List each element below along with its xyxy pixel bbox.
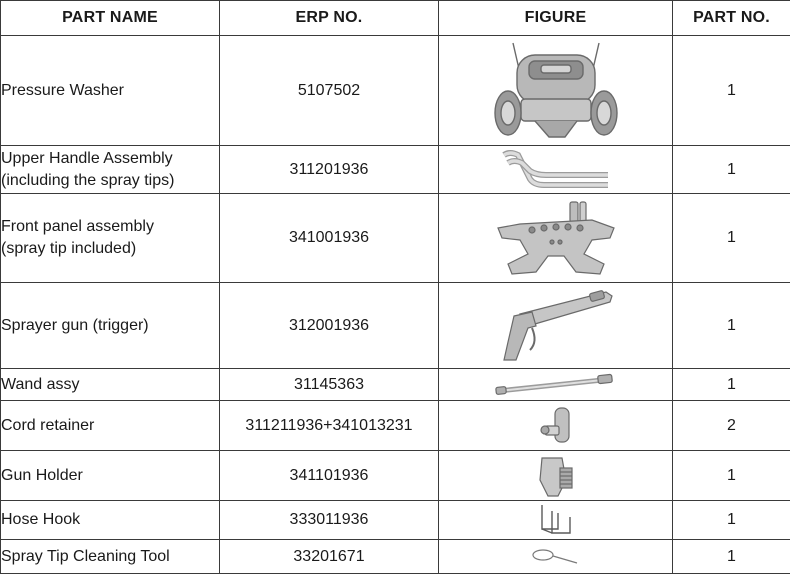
part-quantity: 1 [673, 369, 790, 401]
header-part-name: PART NAME [1, 1, 220, 36]
part-name: Pressure Washer [1, 36, 220, 146]
part-name [1, 146, 220, 194]
table-row [1, 283, 790, 369]
header-row [1, 1, 790, 36]
figure-cell [439, 36, 673, 146]
sprayer-gun-icon [494, 286, 618, 366]
table-row [1, 540, 790, 574]
figure-cell [439, 194, 673, 283]
upper-handle-icon [500, 149, 612, 191]
part-name: Gun Holder [1, 451, 220, 501]
erp-number: 31145363 [220, 369, 439, 401]
wand-icon [494, 373, 618, 397]
table-row [1, 501, 790, 540]
erp-number: 341001936 [220, 194, 439, 283]
figure-cell [439, 540, 673, 574]
table-row [1, 401, 790, 451]
figure-cell [439, 283, 673, 369]
part-quantity: 1 [673, 36, 790, 146]
gun-holder-icon [536, 454, 576, 498]
table-row [1, 194, 790, 283]
part-name [1, 194, 220, 283]
part-name-line1: Upper Handle Assembly [1, 149, 173, 167]
figure-cell [439, 369, 673, 401]
part-quantity: 2 [673, 401, 790, 451]
table-row [1, 451, 790, 501]
table-row [1, 36, 790, 146]
erp-number: 311201936 [220, 146, 439, 194]
header-part-no: PART NO. [673, 1, 790, 36]
part-name: Sprayer gun (trigger) [1, 283, 220, 369]
erp-number: 341101936 [220, 451, 439, 501]
table-row [1, 369, 790, 401]
erp-number: 5107502 [220, 36, 439, 146]
part-name-line1: Front panel assembly [1, 218, 154, 235]
erp-number: 33201671 [220, 540, 439, 574]
pressure-washer-icon [491, 39, 621, 143]
part-quantity: 1 [673, 146, 790, 194]
part-quantity: 1 [673, 501, 790, 540]
erp-number: 333011936 [220, 501, 439, 540]
front-panel-icon [492, 198, 620, 278]
figure-cell [439, 451, 673, 501]
part-quantity: 1 [673, 451, 790, 501]
part-quantity: 1 [673, 194, 790, 283]
part-name: Wand assy [1, 369, 220, 401]
part-quantity: 1 [673, 283, 790, 369]
header-figure: FIGURE [439, 1, 673, 36]
table-row [1, 146, 790, 194]
part-name-line2: (spray tip included) [1, 240, 137, 257]
figure-cell [439, 501, 673, 540]
cord-retainer-icon [531, 404, 581, 448]
part-name: Hose Hook [1, 501, 220, 540]
figure-cell [439, 146, 673, 194]
part-quantity: 1 [673, 540, 790, 574]
hose-hook-icon [536, 503, 576, 537]
erp-number: 311211936+341013231 [220, 401, 439, 451]
part-name: Spray Tip Cleaning Tool [1, 540, 220, 574]
part-name: Cord retainer [1, 401, 220, 451]
cleaning-tool-icon [531, 545, 581, 569]
figure-cell [439, 401, 673, 451]
erp-number: 312001936 [220, 283, 439, 369]
part-name-line2: (including the spray tips) [1, 171, 175, 189]
header-erp-no: ERP NO. [220, 1, 439, 36]
